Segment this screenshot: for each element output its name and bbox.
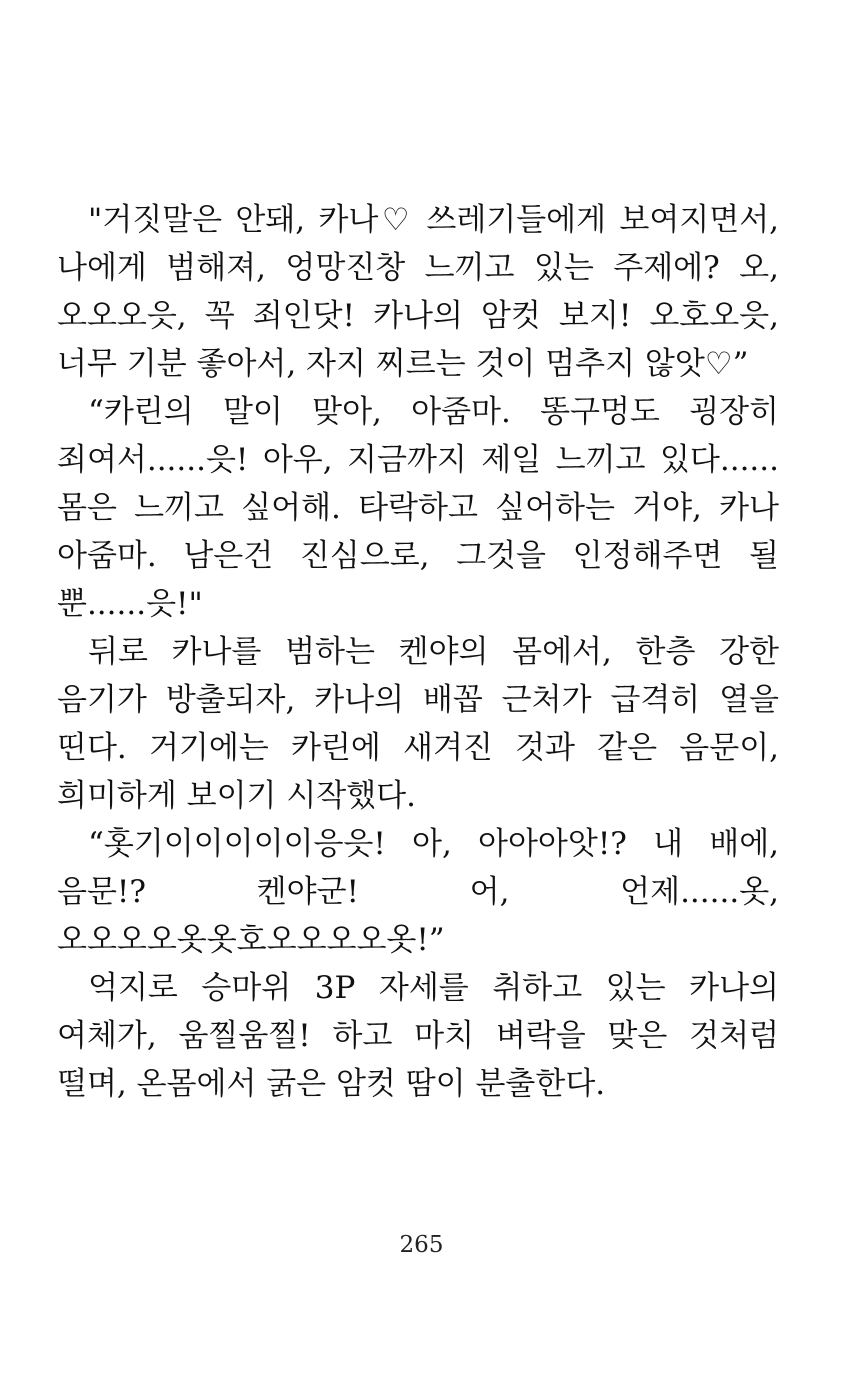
paragraph-4: “홋기이이이이이응읏! 아, 아아아앗!? 내 배에, 음문!? 켄야군! 어, 언제......옷, 오오오오옷옷호오오오오옷!” (57, 826, 779, 958)
paragraph-2: “카린의 말이 맞아, 아줌마. 똥구멍도 굉장히 죄여서......읏! 아우, 지금까지 제일 느끼고 있다...... 몸은 느끼고 싶어해. 타락하고 싶어하는 거야, 카나 아줌마. 남은건 진심으로, 그것을 인정해주면 될 뿐......읏!" (57, 394, 779, 622)
page-text-body (57, 196, 779, 1108)
page-number: 265 (399, 1232, 444, 1258)
paragraph-1: "거짓말은 안돼, 카나♡ 쓰레기들에게 보여지면서, 나에게 범해져, 엉망진창 느끼고 있는 주제에? 오, 오오오읏, 꼭 죄인닷! 카나의 암컷 보지! 오호오읏, 너무 기분 좋아서, 자지 찌르는 것이 멈추지 않앗♡” (57, 202, 779, 382)
paragraph-5: 억지로 승마위 3P 자세를 취하고 있는 카나의 여체가, 움찔움찔! 하고 마치 벼락을 맞은 것처럼 떨며, 온몸에서 굵은 암컷 땀이 분출한다. (57, 970, 779, 1102)
paragraph-3: 뒤로 카나를 범하는 켄야의 몸에서, 한층 강한 음기가 방출되자, 카나의 배꼽 근처가 급격히 열을 띤다. 거기에는 카린에 새겨진 것과 같은 음문이, 희미하게 보이기 시작했다. (57, 634, 779, 814)
